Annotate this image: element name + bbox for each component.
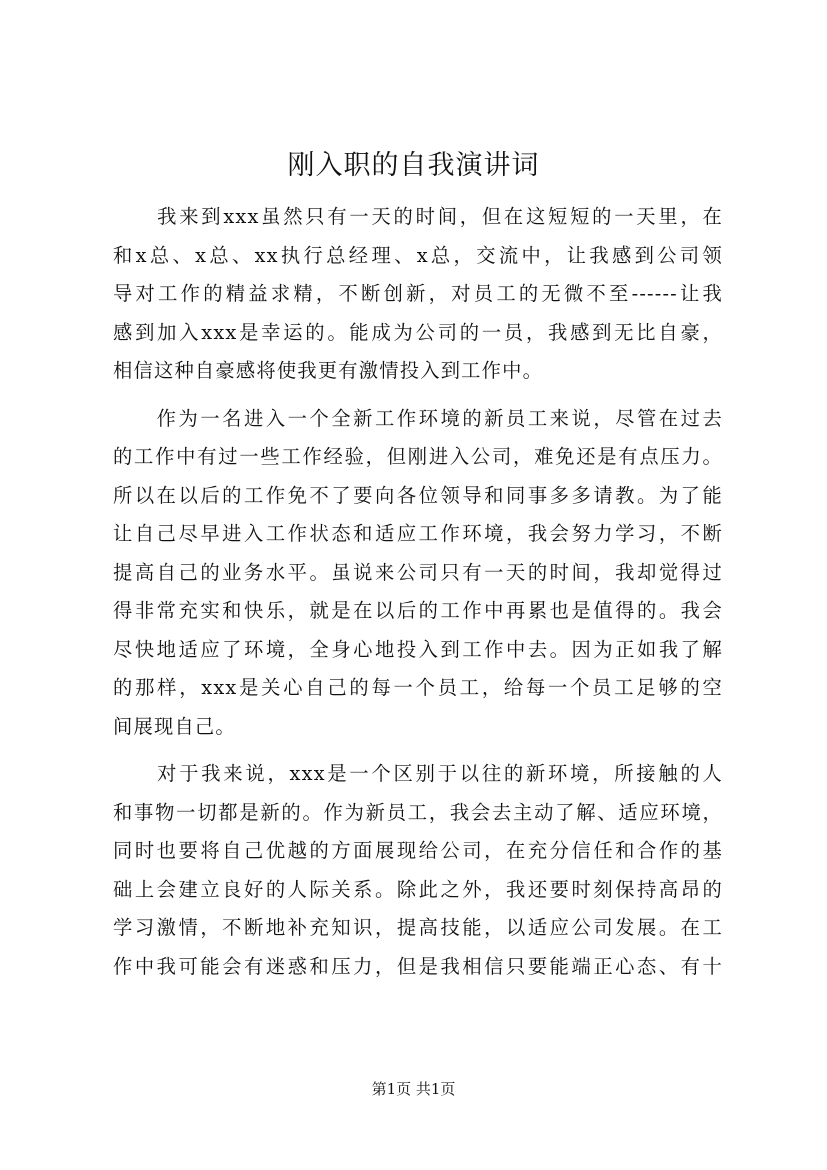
text-line: 尽快地适应了环境，全身心地投入到工作中去。因为正如我了解: [113, 637, 723, 661]
text-line: 我来到xxx虽然只有一天的时间，但在这短短的一天里，在: [113, 205, 723, 228]
text-line: 让自己尽早进入工作状态和适应工作环境，我会努力学习，不断: [113, 522, 723, 545]
text-line: 的工作中有过一些工作经验，但刚进入公司，难免还是有点压力。: [113, 445, 723, 468]
text-line: 提高自己的业务水平。虽说来公司只有一天的时间，我却觉得过: [113, 560, 723, 584]
document-title: 刚入职的自我演讲词: [287, 150, 540, 181]
text-line: 得非常充实和快乐，就是在以后的工作中再累也是值得的。我会: [113, 599, 723, 622]
text-line: 感到加入xxx是幸运的。能成为公司的一员，我感到无比自豪，: [113, 320, 723, 344]
page-footer: 第1页 共1页: [371, 1080, 456, 1098]
text-line: 对于我来说，xxx是一个区别于以往的新环境，所接触的人: [113, 762, 723, 785]
text-line: 相信这种自豪感将使我更有激情投入到工作中。: [113, 359, 544, 382]
paragraph: [113, 400, 723, 747]
text-line: 础上会建立良好的人际关系。除此之外，我还要时刻保持高昂的: [113, 877, 723, 901]
text-line: 和事物一切都是新的。作为新员工，我会去主动了解、适应环境，: [113, 800, 723, 824]
text-line: 所以在以后的工作免不了要向各位领导和同事多多请教。为了能: [113, 483, 723, 507]
text-line: 导对工作的精益求精，不断创新，对员工的无微不至------让我: [113, 282, 723, 305]
text-line: 和x总、x总、xx执行总经理、x总，交流中，让我感到公司领: [113, 243, 723, 267]
text-line: 学习激情，不断地补充知识，提高技能，以适应公司发展。在工: [113, 916, 723, 939]
paragraph-spacing: [113, 391, 723, 400]
text-line: 作中我可能会有迷惑和压力，但是我相信只要能端正心态、有十: [113, 954, 723, 978]
text-line: 间展现自己。: [113, 714, 236, 738]
text-line: 作为一名进入一个全新工作环境的新员工来说，尽管在过去: [113, 406, 723, 430]
text-line: 的那样，xxx是关心自己的每一个员工，给每一个员工足够的空: [113, 676, 723, 699]
paragraph: [113, 755, 723, 986]
paragraph: [113, 198, 723, 391]
text-line: 同时也要将自己优越的方面展现给公司，在充分信任和合作的基: [113, 839, 723, 862]
paragraph-spacing: [113, 746, 723, 755]
document-body: [113, 198, 723, 986]
